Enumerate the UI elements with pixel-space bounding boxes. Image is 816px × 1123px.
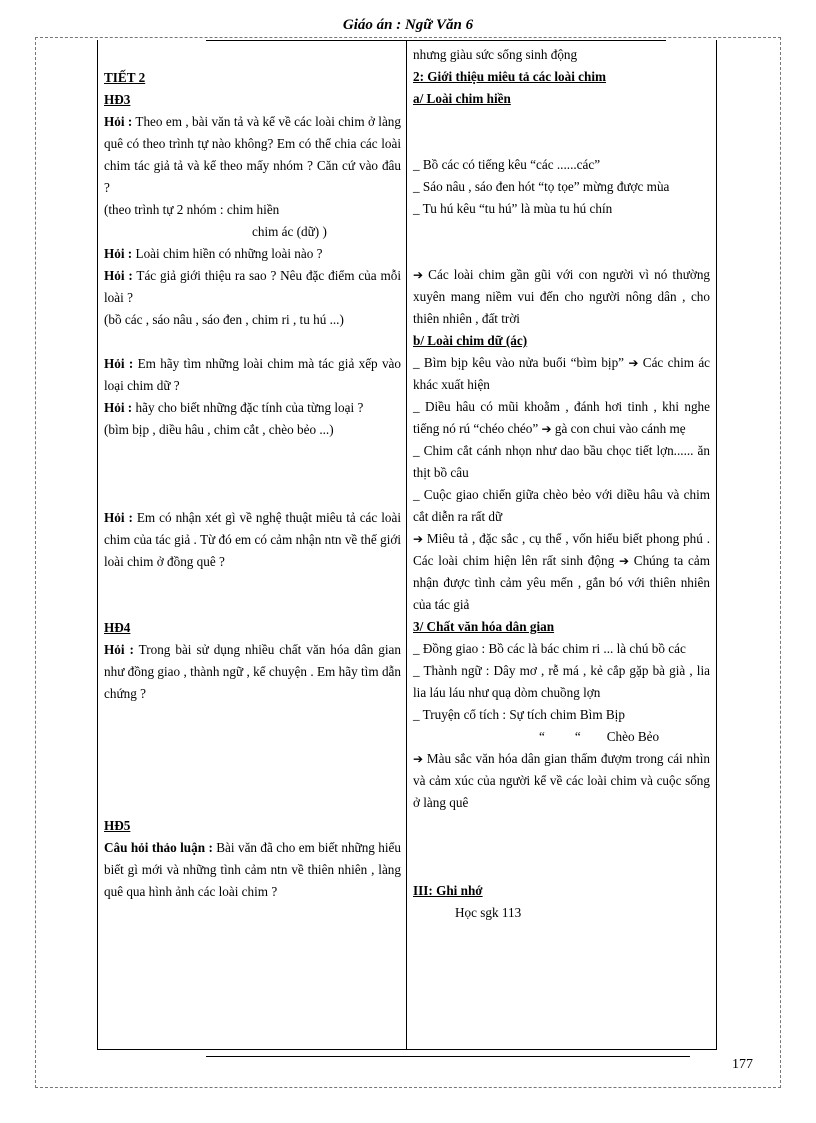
question-1 xyxy=(104,111,401,199)
answer-note: (bìm bịp , diều hâu , chim cắt , chèo bẻo ...) xyxy=(104,422,334,437)
question-label: Hỏi : xyxy=(104,400,133,415)
question-text: Trong bài sử dụng nhiều chất văn hóa dân gian như đồng giao , thành ngữ , kể chuyện . Em hãy tìm dẫn chứng ? xyxy=(104,642,401,701)
list-item: _ Chim cắt cánh nhọn như dao bầu chọc tiết lợn...... ăn thịt bồ câu xyxy=(413,443,710,480)
text-line: nhưng giàu sức sống sinh động xyxy=(413,47,578,62)
list-item: _ Đồng giao : Bồ các là bác chim ri ... là chú bồ các xyxy=(413,641,686,656)
conclusion: ➔ Miêu tả , đặc sắc , cụ thể , vốn hiểu biết phong phú . Các loài chim hiện lên rất sinh động ➔ Chúng ta cảm nhận được tình cảm yêu mến , gắn bó với thiên nhiên của tác giả xyxy=(413,531,711,612)
list-item: _ Cuộc giao chiến giữa chèo bẻo với diều hâu và chim cắt diễn ra rất dữ xyxy=(413,487,710,524)
table-right-border xyxy=(716,40,717,1049)
conclusion: ➔ Màu sắc văn hóa dân gian thấm đượm trong cái nhìn và cảm xúc của người kể về các loài chim và cuộc sống ở làng quê xyxy=(413,751,710,810)
footer-rule xyxy=(206,1056,690,1057)
question-text: Em có nhận xét gì về nghệ thuật miêu tả các loài chim của tác giả . Từ đó em có cảm nhận ntn về thế giới loài chim ở đồng quê ? xyxy=(104,510,402,569)
arrow-icon: ➔ xyxy=(413,532,424,546)
answer-note: chim ác (dữ) ) xyxy=(252,224,327,239)
question-4 xyxy=(104,353,401,397)
list-item: _ Tu hú kêu “tu hú” là mùa tu hú chín xyxy=(413,201,613,216)
discussion-question xyxy=(104,837,401,903)
lesson-title: TIẾT 2 xyxy=(104,70,146,85)
question-text: Theo em , bài văn tả và kể về các loài chim ở làng quê có theo trình tự nào không? Em có thể chia các loài chim tác giả tả và kể theo mấy nhóm ? Căn cứ vào đâu ? xyxy=(104,114,401,195)
question-text: hãy cho biết những đặc tính của từng loại ? xyxy=(135,400,364,415)
answer-note: (bồ các , sáo nâu , sáo đen , chim ri , tu hú ...) xyxy=(104,312,344,327)
list-item: _ Thành ngữ : Dây mơ , rễ má , kẻ cắp gặp bà già , lia lia láu láu như quạ dòm chuồng lợn xyxy=(413,663,710,700)
list-item: _ Truyện cổ tích : Sự tích chim Bìm Bịp xyxy=(413,707,625,722)
arrow-icon: ➔ xyxy=(541,422,552,436)
section-heading: 3/ Chất văn hóa dân gian xyxy=(413,619,555,634)
left-column xyxy=(104,67,401,903)
section-heading: III: Ghi nhớ xyxy=(413,883,483,898)
question-7 xyxy=(104,639,401,705)
section-heading: 2: Giới thiệu miêu tả các loài chim xyxy=(413,69,607,84)
list-item: “ “ Chèo Bẻo xyxy=(539,729,660,744)
arrow-icon: ➔ xyxy=(618,554,630,568)
question-6 xyxy=(104,507,401,573)
activity-hd3: HĐ3 xyxy=(104,92,131,107)
list-item: _ Sáo nâu , sáo đen hót “tọ tọe” mừng được mùa xyxy=(413,179,670,194)
arrow-icon: ➔ xyxy=(628,356,639,370)
activity-hd5: HĐ5 xyxy=(104,818,131,833)
header-rule xyxy=(206,40,666,41)
list-item: _ Diều hâu có mũi khoằm , đánh hơi tinh , khi nghe tiếng nó rú “chéo chéo” ➔ gà con chui vào cánh mẹ xyxy=(413,399,710,436)
question-label: Hỏi : xyxy=(104,356,134,371)
question-label: Câu hỏi thảo luận : xyxy=(104,840,213,855)
right-column xyxy=(413,44,710,924)
question-label: Hỏi : xyxy=(104,642,134,657)
question-label: Hỏi : xyxy=(104,268,133,283)
page-number: 177 xyxy=(732,1057,753,1072)
list-item: _ Bồ các có tiếng kêu “các ......các” xyxy=(413,157,601,172)
table-bottom-border xyxy=(97,1049,717,1050)
activity-hd4: HĐ4 xyxy=(104,620,131,635)
question-3 xyxy=(104,265,401,309)
answer-note: (theo trình tự 2 nhóm : chim hiền xyxy=(104,202,280,217)
arrow-icon: ➔ xyxy=(413,268,424,282)
question-label: Hỏi : xyxy=(104,246,133,261)
question-text: Loài chim hiền có những loài nào ? xyxy=(135,246,323,261)
arrow-icon: ➔ xyxy=(413,752,424,766)
table-left-border xyxy=(97,40,98,1049)
question-label: Hỏi : xyxy=(104,510,133,525)
question-text: Em hãy tìm những loài chim mà tác giả xếp vào loại chim dữ ? xyxy=(104,356,402,393)
question-text: Bài văn đã cho em biết những hiểu biết gì mới và những tình cảm ntn về thiên nhiên , làng quê qua hình ảnh các loài chim ? xyxy=(104,840,401,899)
question-label: Hỏi : xyxy=(104,114,133,129)
question-text: Tác giả giới thiệu ra sao ? Nêu đặc điểm của mỗi loài ? xyxy=(104,268,401,305)
question-2 xyxy=(104,243,401,265)
subsection-heading: b/ Loài chim dữ (ác) xyxy=(413,333,528,348)
table-column-divider xyxy=(406,40,407,1049)
conclusion: ➔ Các loài chim gần gũi với con người vì nó thường xuyên mang niềm vui đến cho người nông dân , cho thiên nhiên , đất trời xyxy=(413,267,711,326)
page-header: Giáo án : Ngữ Văn 6 xyxy=(342,17,474,33)
question-5 xyxy=(104,397,401,419)
text-line: Học sgk 113 xyxy=(455,905,522,920)
subsection-heading: a/ Loài chim hiền xyxy=(413,91,511,106)
list-item: _ Bìm bịp kêu vào nửa buổi “bìm bịp” ➔ Các chim ác khác xuất hiện xyxy=(413,355,711,392)
